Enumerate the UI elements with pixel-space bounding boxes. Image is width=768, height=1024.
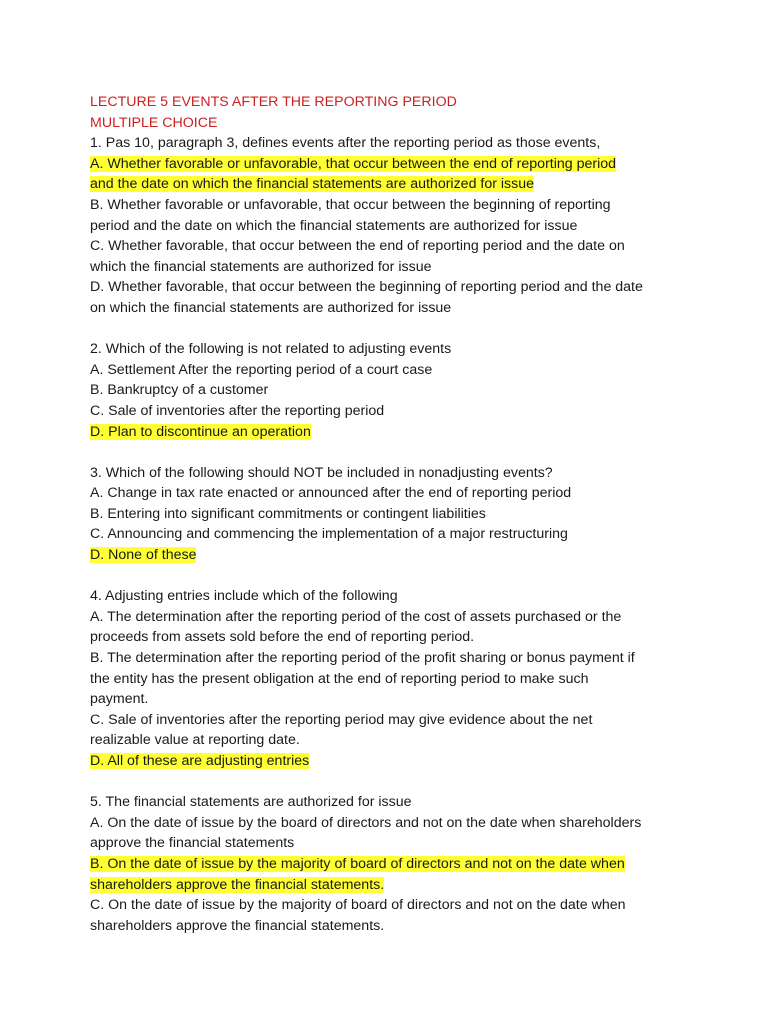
line-text: period and the date on which the financial statements are authorized for issue [90, 217, 578, 234]
answer-option-line [90, 380, 730, 401]
line-text: B. The determination after the reporting period of the profit sharing or bonus payment if [90, 650, 635, 667]
question-block [90, 586, 730, 771]
highlighted-answer-line [90, 854, 730, 875]
line-text: C. On the date of issue by the majority of board of directors and not on the date when [90, 897, 626, 914]
line-text: A. Whether favorable or unfavorable, that occur between the end of reporting period [90, 155, 617, 172]
line-text: D. None of these [90, 547, 197, 564]
answer-option-line [90, 730, 730, 751]
line-text: B. Bankruptcy of a customer [90, 382, 269, 399]
highlighted-answer-line [90, 154, 730, 175]
answer-option-line [90, 236, 730, 257]
highlighted-answer-line [90, 174, 730, 195]
question-block [90, 339, 730, 442]
page-title: LECTURE 5 EVENTS AFTER THE REPORTING PERIOD [90, 94, 457, 110]
question-stem [90, 339, 730, 360]
answer-option-line [90, 648, 730, 669]
answer-option-line [90, 607, 730, 628]
question-spacer [90, 319, 730, 340]
line-text: C. Sale of inventories after the reporting period [90, 402, 385, 419]
highlighted-answer-line [90, 751, 730, 772]
line-text: on which the financial statements are authorized for issue [90, 299, 452, 316]
line-text: shareholders approve the financial statements. [90, 876, 385, 893]
highlighted-answer-line [90, 875, 730, 896]
answer-option-line [90, 813, 730, 834]
line-text: payment. [90, 691, 149, 708]
line-text: approve the financial statements [90, 835, 295, 852]
line-text: B. On the date of issue by the majority of board of directors and not on the date when [90, 855, 625, 872]
answer-option-line [90, 833, 730, 854]
question-stem [90, 133, 730, 154]
question-stem [90, 463, 730, 484]
question-spacer [90, 566, 730, 587]
question-spacer [90, 442, 730, 463]
line-text: the entity has the present obligation at the end of reporting period to make such [90, 670, 589, 687]
line-text: A. On the date of issue by the board of directors and not on the date when shareholders [90, 814, 642, 831]
line-text: 4. Adjusting entries include which of the following [90, 588, 398, 605]
answer-option-line [90, 401, 730, 422]
line-text: A. Settlement After the reporting period of a court case [90, 361, 433, 378]
answer-option-line [90, 524, 730, 545]
line-text: 2. Which of the following is not related to adjusting events [90, 341, 452, 358]
line-text: shareholders approve the financial statements. [90, 917, 385, 934]
answer-option-line [90, 360, 730, 381]
line-text: C. Sale of inventories after the reporting period may give evidence about the net [90, 711, 593, 728]
question-block [90, 792, 730, 936]
question-list [90, 133, 730, 936]
answer-option-line [90, 689, 730, 710]
line-text: 5. The financial statements are authorized for issue [90, 794, 412, 811]
answer-option-line [90, 627, 730, 648]
line-text: 1. Pas 10, paragraph 3, defines events after the reporting period as those events, [90, 135, 601, 152]
answer-option-line [90, 504, 730, 525]
line-text: D. All of these are adjusting entries [90, 753, 310, 769]
line-text: which the financial statements are authorized for issue [90, 258, 432, 275]
answer-option-line [90, 710, 730, 731]
answer-option-line [90, 298, 730, 319]
highlighted-answer-line [90, 422, 730, 443]
answer-option-line [90, 216, 730, 237]
question-stem [90, 586, 730, 607]
line-text: C. Announcing and commencing the implementation of a major restructuring [90, 526, 568, 543]
line-text: B. Entering into significant commitments or contingent liabilities [90, 505, 486, 522]
answer-option-line [90, 195, 730, 216]
line-text: C. Whether favorable, that occur between the end of reporting period and the date on [90, 238, 625, 255]
page-subtitle: MULTIPLE CHOICE [90, 114, 218, 131]
line-text: and the date on which the financial statements are authorized for issue [90, 176, 535, 193]
line-text: A. The determination after the reporting period of the cost of assets purchased or the [90, 608, 622, 625]
question-stem [90, 792, 730, 813]
document-page [90, 92, 730, 936]
answer-option-line [90, 895, 730, 916]
line-text: proceeds from assets sold before the end of reporting period. [90, 629, 475, 646]
question-spacer [90, 772, 730, 793]
answer-option-line [90, 277, 730, 298]
line-text: realizable value at reporting date. [90, 732, 300, 749]
line-text: D. Plan to discontinue an operation [90, 423, 311, 440]
answer-option-line [90, 483, 730, 504]
answer-option-line [90, 257, 730, 278]
line-text: B. Whether favorable or unfavorable, that occur between the beginning of reporting [90, 196, 611, 213]
line-text: D. Whether favorable, that occur between the beginning of reporting period and the date [90, 279, 643, 296]
highlighted-answer-line [90, 545, 730, 566]
question-block [90, 133, 730, 318]
answer-option-line [90, 916, 730, 937]
question-block [90, 463, 730, 566]
line-text: 3. Which of the following should NOT be included in nonadjusting events? [90, 464, 553, 481]
answer-option-line [90, 669, 730, 690]
line-text: A. Change in tax rate enacted or announced after the end of reporting period [90, 485, 572, 502]
